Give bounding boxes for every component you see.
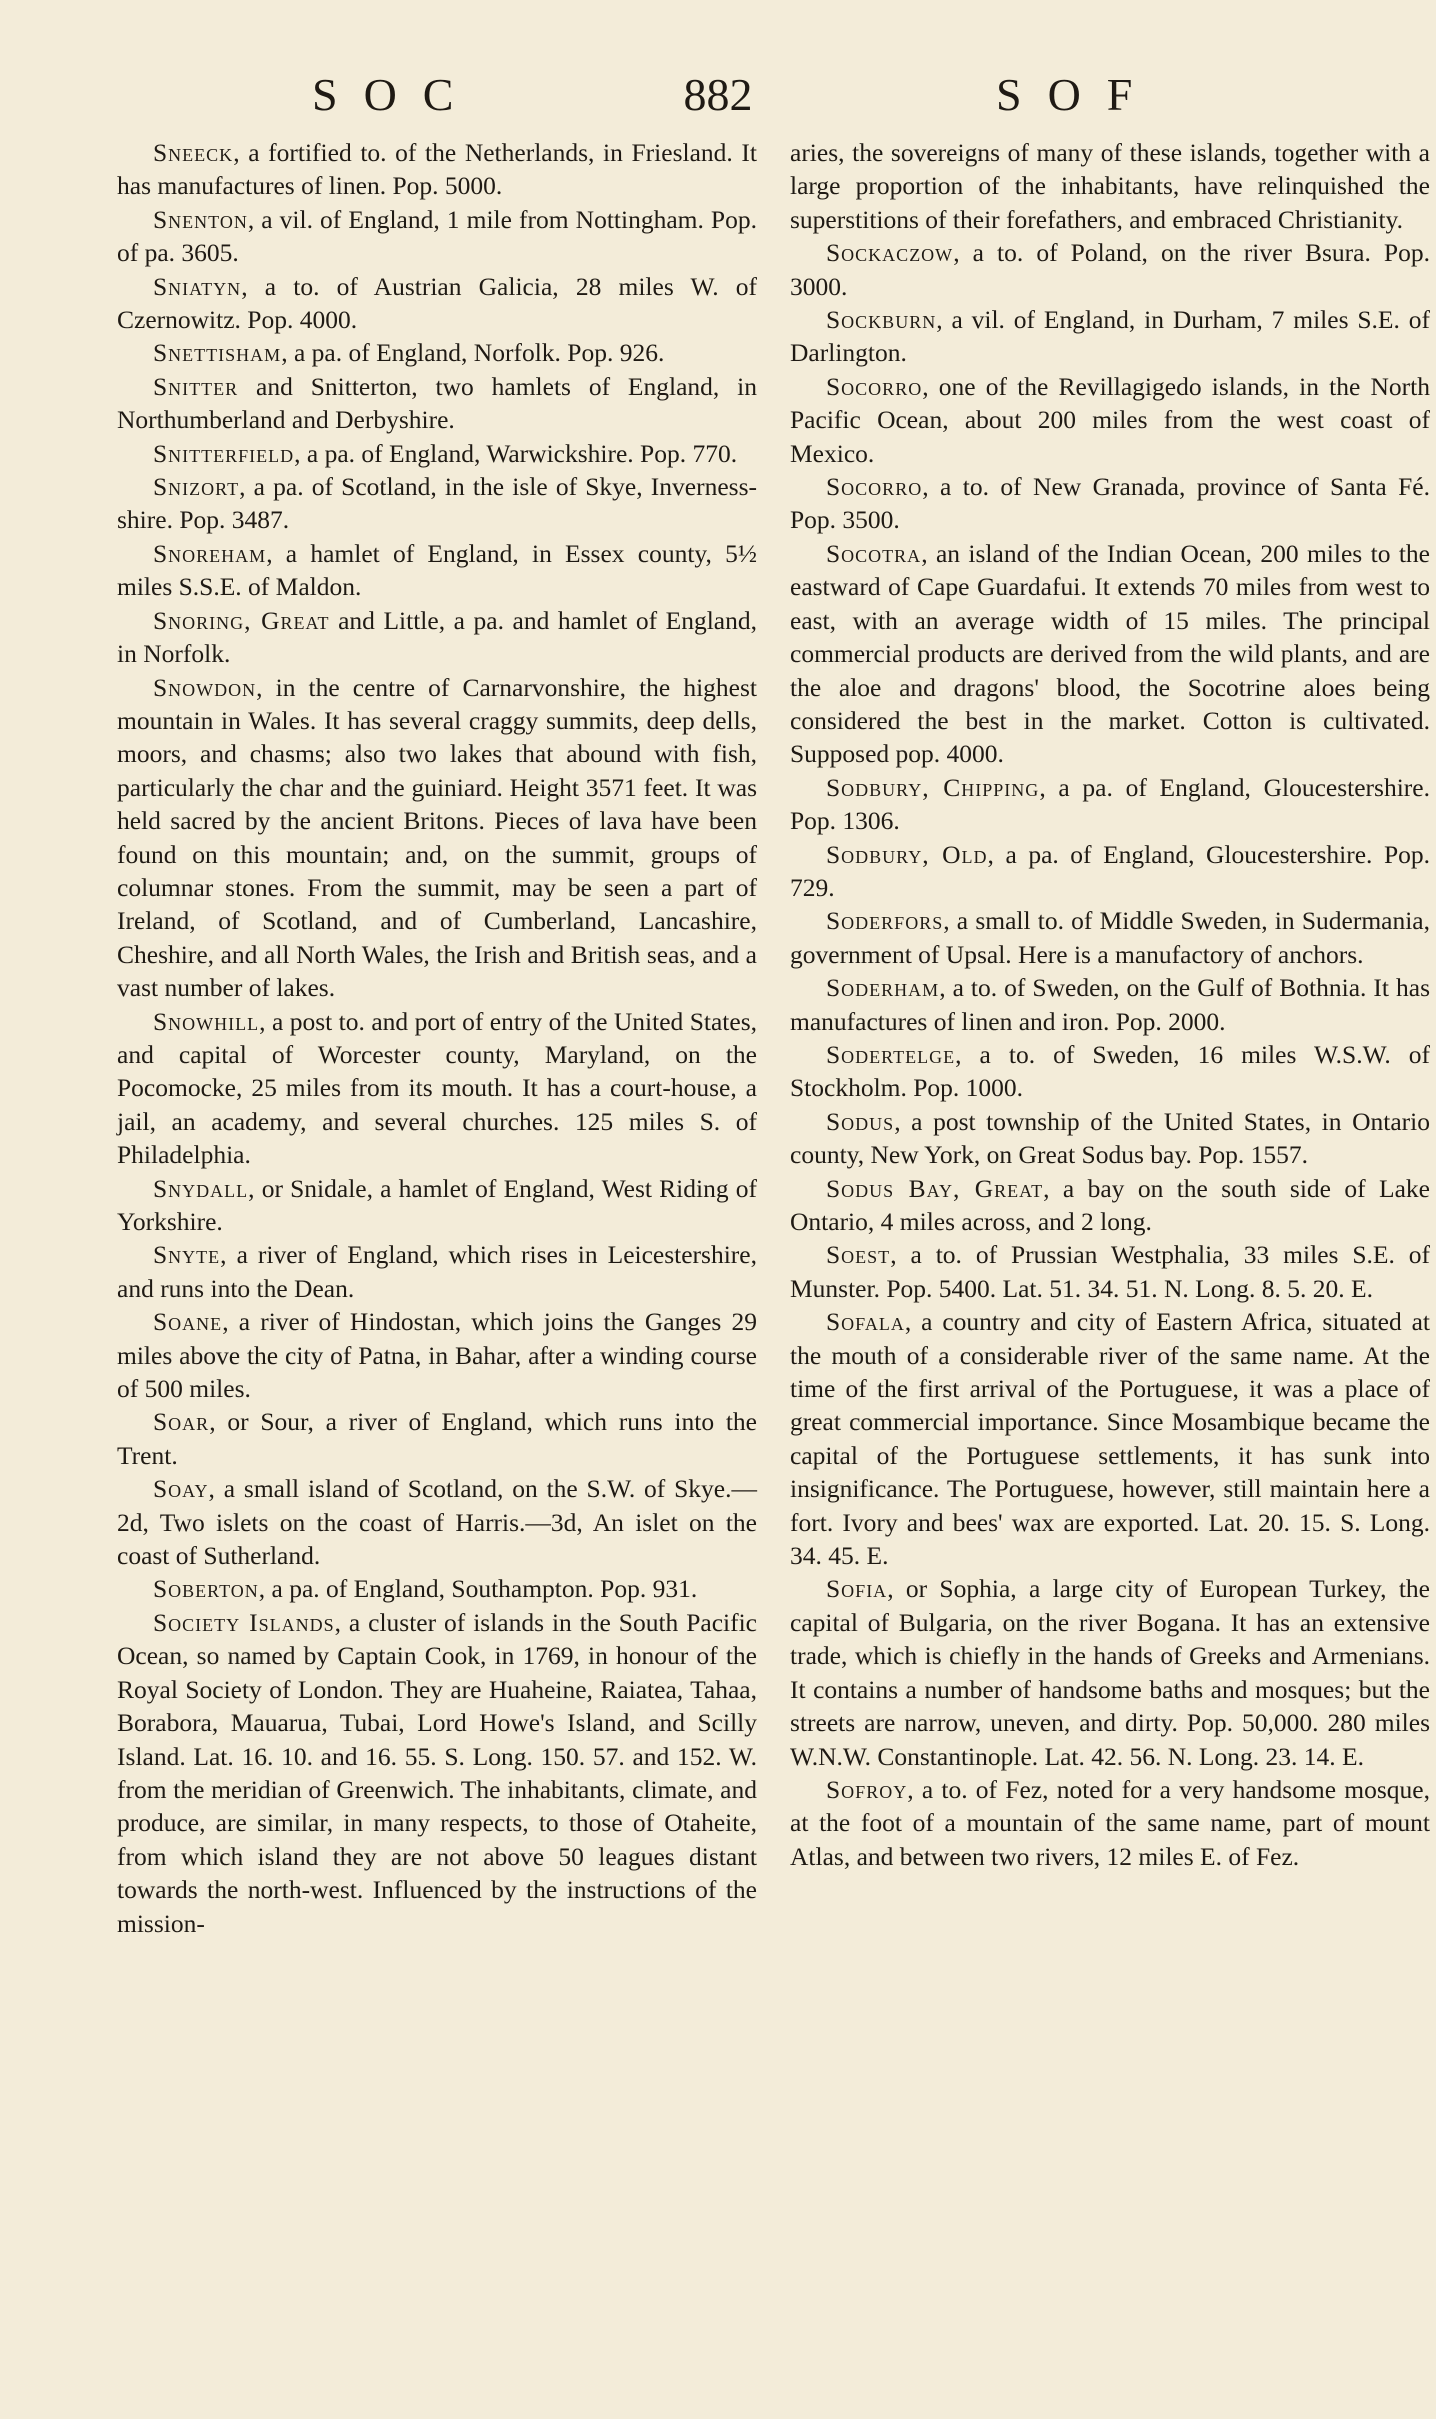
entry-headword: Snizort <box>153 472 240 502</box>
entry-headword: Sodus Bay, Great <box>826 1173 1044 1203</box>
gazetteer-entry <box>117 336 757 369</box>
entry-text: , a country and city of Eastern Africa, situated at the mouth of a considerable river of the same name. At the time of the first arrival of the Portuguese, it was a place of great commercial importance. Since Mosambique became the capital of the Portuguese settlements, it has sunk into insignificance. The Portuguese, however, still maintain here a fort. Ivory and bees' wax are exported. Lat. 20. 15. S. Long. 34. 45. E. <box>790 1307 1430 1571</box>
entry-headword: Sofia <box>826 1574 888 1604</box>
gazetteer-entry <box>790 1105 1430 1172</box>
entry-headword: Sodbury, Chipping <box>826 772 1040 802</box>
entry-text: , a to. of Poland, on the river Bsura. Pop. 3000. <box>790 238 1430 301</box>
entry-headword: Soderfors <box>826 906 944 936</box>
entry-text: , a pa. of England, Southampton. Pop. 931. <box>258 1574 698 1604</box>
entry-headword: Sodertelge <box>826 1039 956 1069</box>
entry-headword: Socorro <box>826 371 923 401</box>
gazetteer-entry <box>790 1172 1430 1239</box>
entry-text: , a to. of Fez, noted for a very handsome mosque, at the foot of a mountain of the same name, part of mount Atlas, and between two rivers, 12 miles E. of Fez. <box>790 1774 1430 1871</box>
gazetteer-entry <box>117 604 757 671</box>
entry-headword: Soar <box>153 1407 210 1437</box>
entry-headword: Soay <box>153 1474 209 1504</box>
gazetteer-entry <box>790 771 1430 838</box>
entry-text: , a small island of Scotland, on the S.W. of Skye.—2d, Two islets on the coast of Harris.—3d, An islet on the coast of Sutherland. <box>117 1474 757 1571</box>
gazetteer-entry <box>790 303 1430 370</box>
entry-headword: Snoreham <box>153 538 267 568</box>
entry-text: , or Sour, a river of England, which runs into the Trent. <box>117 1407 757 1470</box>
entry-text: , in the centre of Carnarvonshire, the highest mountain in Wales. It has several craggy summits, deep dells, moors, and chasms; also two lakes that abound with fish, particularly the char and the guiniard. Height 3571 feet. It was held sacred by the ancient Britons. Pieces of lava have been found on this mountain; and, on the summit, groups of columnar stones. From the summit, may be seen a part of Ireland, of Scotland, and of Cumberland, Lancashire, Cheshire, and all North Wales, the Irish and British seas, and a vast number of lakes. <box>117 672 757 1003</box>
entry-text: , one of the Revillagigedo islands, in the North Pacific Ocean, about 200 miles from the west coast of Mexico. <box>790 371 1430 468</box>
entry-text: , a river of England, which rises in Leicestershire, and runs into the Dean. <box>117 1240 757 1303</box>
entry-headword: Snitter <box>153 371 239 401</box>
gazetteer-entry <box>117 1005 757 1172</box>
entry-text: , a post to. and port of entry of the United States, and capital of Worcester county, Maryland, on the Pocomocke, 25 miles from its mouth. It has a court-house, a jail, an academy, and several churches. 125 miles S. of Philadelphia. <box>117 1006 757 1170</box>
gazetteer-entry <box>117 370 757 437</box>
entry-headword: Sockburn <box>826 305 937 335</box>
entry-headword: Snenton <box>153 204 248 234</box>
gazetteer-entry <box>117 136 757 203</box>
entry-headword: Soane <box>153 1307 223 1337</box>
gazetteer-entry <box>790 537 1430 771</box>
gazetteer-entry <box>117 1305 757 1405</box>
entry-text: , a pa. of England, Warwickshire. Pop. 770. <box>294 438 738 468</box>
entry-headword: Snettisham <box>153 338 282 368</box>
entry-text: , a pa. of Scotland, in the isle of Skye, Inverness-shire. Pop. 3487. <box>117 472 757 535</box>
entry-text: , a vil. of England, in Durham, 7 miles S.E. of Darlington. <box>790 305 1430 368</box>
gazetteer-entry <box>117 437 757 470</box>
entry-headword: Sodbury, Old <box>826 839 988 869</box>
entry-headword: Sockaczow <box>826 238 954 268</box>
entry-text: , a fortified to. of the Netherlands, in Friesland. It has manufactures of linen. Pop. 5000. <box>117 138 757 201</box>
entry-headword: Society Islands <box>153 1607 335 1637</box>
entry-text: , or Snidale, a hamlet of England, West Riding of Yorkshire. <box>117 1173 757 1236</box>
entry-headword: Soderham <box>826 973 940 1003</box>
gazetteer-entry <box>790 838 1430 905</box>
entry-headword: Sniatyn <box>153 271 242 301</box>
left-column <box>117 136 757 1940</box>
entry-text: , a post township of the United States, in Ontario county, New York, on Great Sodus bay. Pop. 1557. <box>790 1106 1430 1170</box>
entry-text: , a vil. of England, 1 mile from Nottingham. Pop. of pa. 3605. <box>117 204 757 268</box>
entry-headword: Sofala <box>826 1307 905 1337</box>
gazetteer-entry <box>790 370 1430 470</box>
entry-text: , a cluster of islands in the South Pacific Ocean, so named by Captain Cook, in 1769, in honour of the Royal Society of London. They are Huaheine, Raiatea, Tahaa, Borabora, Mauarua, Tubai, Lord Howe's Island, and Scilly Island. Lat. 16. 10. and 16. 55. S. Long. 150. 57. and 152. W. from the meridian of Greenwich. The inhabitants, climate, and produce, are similar, in many respects, to those of Otaheite, from which island they are not above 50 leagues distant towards the north-west. Influenced by the instructions of the mission- <box>117 1607 757 1938</box>
entry-text: , a river of Hindostan, which joins the Ganges 29 miles above the city of Patna, in Bahar, after a winding course of 500 miles. <box>117 1307 757 1404</box>
entry-text: , or Sophia, a large city of European Turkey, the capital of Bulgaria, on the river Bogana. It has an extensive trade, which is chiefly in the hands of Greeks and Armenians. It contains a number of handsome baths and mosques; but the streets are narrow, uneven, and dirty. Pop. 50,000. 280 miles W.N.W. Constantinople. Lat. 42. 56. N. Long. 23. 14. E. <box>790 1574 1430 1771</box>
gazetteer-entry <box>790 1572 1430 1772</box>
entry-headword: Socorro <box>826 472 923 502</box>
continued-entry-text: aries, the sovereigns of many of these islands, together with a large proportion of the inhabitants, have relinquished the superstitions of their forefathers, and embraced Christianity. <box>790 138 1430 234</box>
entry-headword: Snitterfield <box>153 438 295 468</box>
running-header <box>0 68 1436 128</box>
entry-text: , a hamlet of England, in Essex county, 5½ miles S.S.E. of Maldon. <box>117 538 757 602</box>
entry-text: , a to. of Sweden, on the Gulf of Bothnia. It has manufactures of linen and iron. Pop. 2000. <box>790 973 1430 1036</box>
gazetteer-entry <box>790 971 1430 1038</box>
entry-text: , a to. of New Granada, province of Santa Fé. Pop. 3500. <box>790 472 1430 535</box>
gazetteer-entry <box>790 1038 1430 1105</box>
gazetteer-entry <box>790 236 1430 303</box>
gazetteer-entry <box>790 1773 1430 1873</box>
gazetteer-entry <box>117 537 757 604</box>
entry-text: , a pa. of England, Gloucestershire. Pop. 729. <box>790 839 1430 902</box>
page-number: 882 <box>683 69 753 120</box>
entry-text: , a to. of Prussian Westphalia, 33 miles S.E. of Munster. Pop. 5400. Lat. 51. 34. 51. N. Long. 8. 5. 20. E. <box>790 1240 1430 1303</box>
gazetteer-entry <box>117 1572 757 1605</box>
entry-headword: Soberton <box>153 1574 259 1604</box>
gazetteer-entry <box>117 671 757 1005</box>
entry-headword: Soest <box>826 1240 891 1270</box>
entry-text: and Little, a pa. and hamlet of England, in Norfolk. <box>117 605 757 669</box>
gazetteer-entry <box>117 203 757 270</box>
right-column <box>790 136 1430 1873</box>
header-right-guide: SOF <box>996 69 1159 120</box>
gazetteer-entry <box>117 470 757 537</box>
header-left-guide: SOC <box>312 69 480 120</box>
entry-headword: Snowhill <box>153 1006 260 1036</box>
entry-headword: Sneeck <box>153 138 234 167</box>
entry-text: , a to. of Sweden, 16 miles W.S.W. of Stockholm. Pop. 1000. <box>790 1039 1430 1103</box>
gazetteer-entry <box>790 1305 1430 1572</box>
gazetteer-entry <box>117 270 757 337</box>
gazetteer-entry <box>117 1238 757 1305</box>
entry-text: and Snitterton, two hamlets of England, in Northumberland and Derbyshire. <box>117 371 757 435</box>
entry-text: , a pa. of England, Norfolk. Pop. 926. <box>281 338 665 368</box>
entry-headword: Sofroy <box>826 1774 908 1804</box>
entry-headword: Snowdon <box>153 672 257 702</box>
entry-headword: Socotra <box>826 538 922 568</box>
gazetteer-entry <box>790 904 1430 971</box>
entry-headword: Snyte <box>153 1240 221 1270</box>
entry-text: , an island of the Indian Ocean, 200 miles to the eastward of Cape Guardafui. It extends 70 miles from west to east, with an average width of 15 miles. The principal commercial products are derived from the wild plants, and are the aloe and dragons' blood, the Socotrine aloes being considered the best in the market. Cotton is cultivated. Supposed pop. 4000. <box>790 538 1430 769</box>
entry-text: , a bay on the south side of Lake Ontario, 4 miles across, and 2 long. <box>790 1173 1430 1236</box>
entry-text: , a pa. of England, Gloucestershire. Pop. 1306. <box>790 772 1430 836</box>
entry-text: , a small to. of Middle Sweden, in Sudermania, government of Upsal. Here is a manufactory of anchors. <box>790 906 1430 969</box>
gazetteer-entry <box>117 1172 757 1239</box>
entry-headword: Snoring, Great <box>153 605 330 635</box>
entry-headword: Snydall <box>153 1173 249 1203</box>
entry-headword: Sodus <box>826 1106 895 1136</box>
gazetteer-entry <box>117 1405 757 1472</box>
gazetteer-entry <box>790 470 1430 537</box>
gazetteer-entry <box>117 1606 757 1940</box>
gazetteer-entry <box>117 1472 757 1572</box>
entry-text: , a to. of Austrian Galicia, 28 miles W. of Czernowitz. Pop. 4000. <box>117 271 757 335</box>
gazetteer-entry <box>790 1238 1430 1305</box>
